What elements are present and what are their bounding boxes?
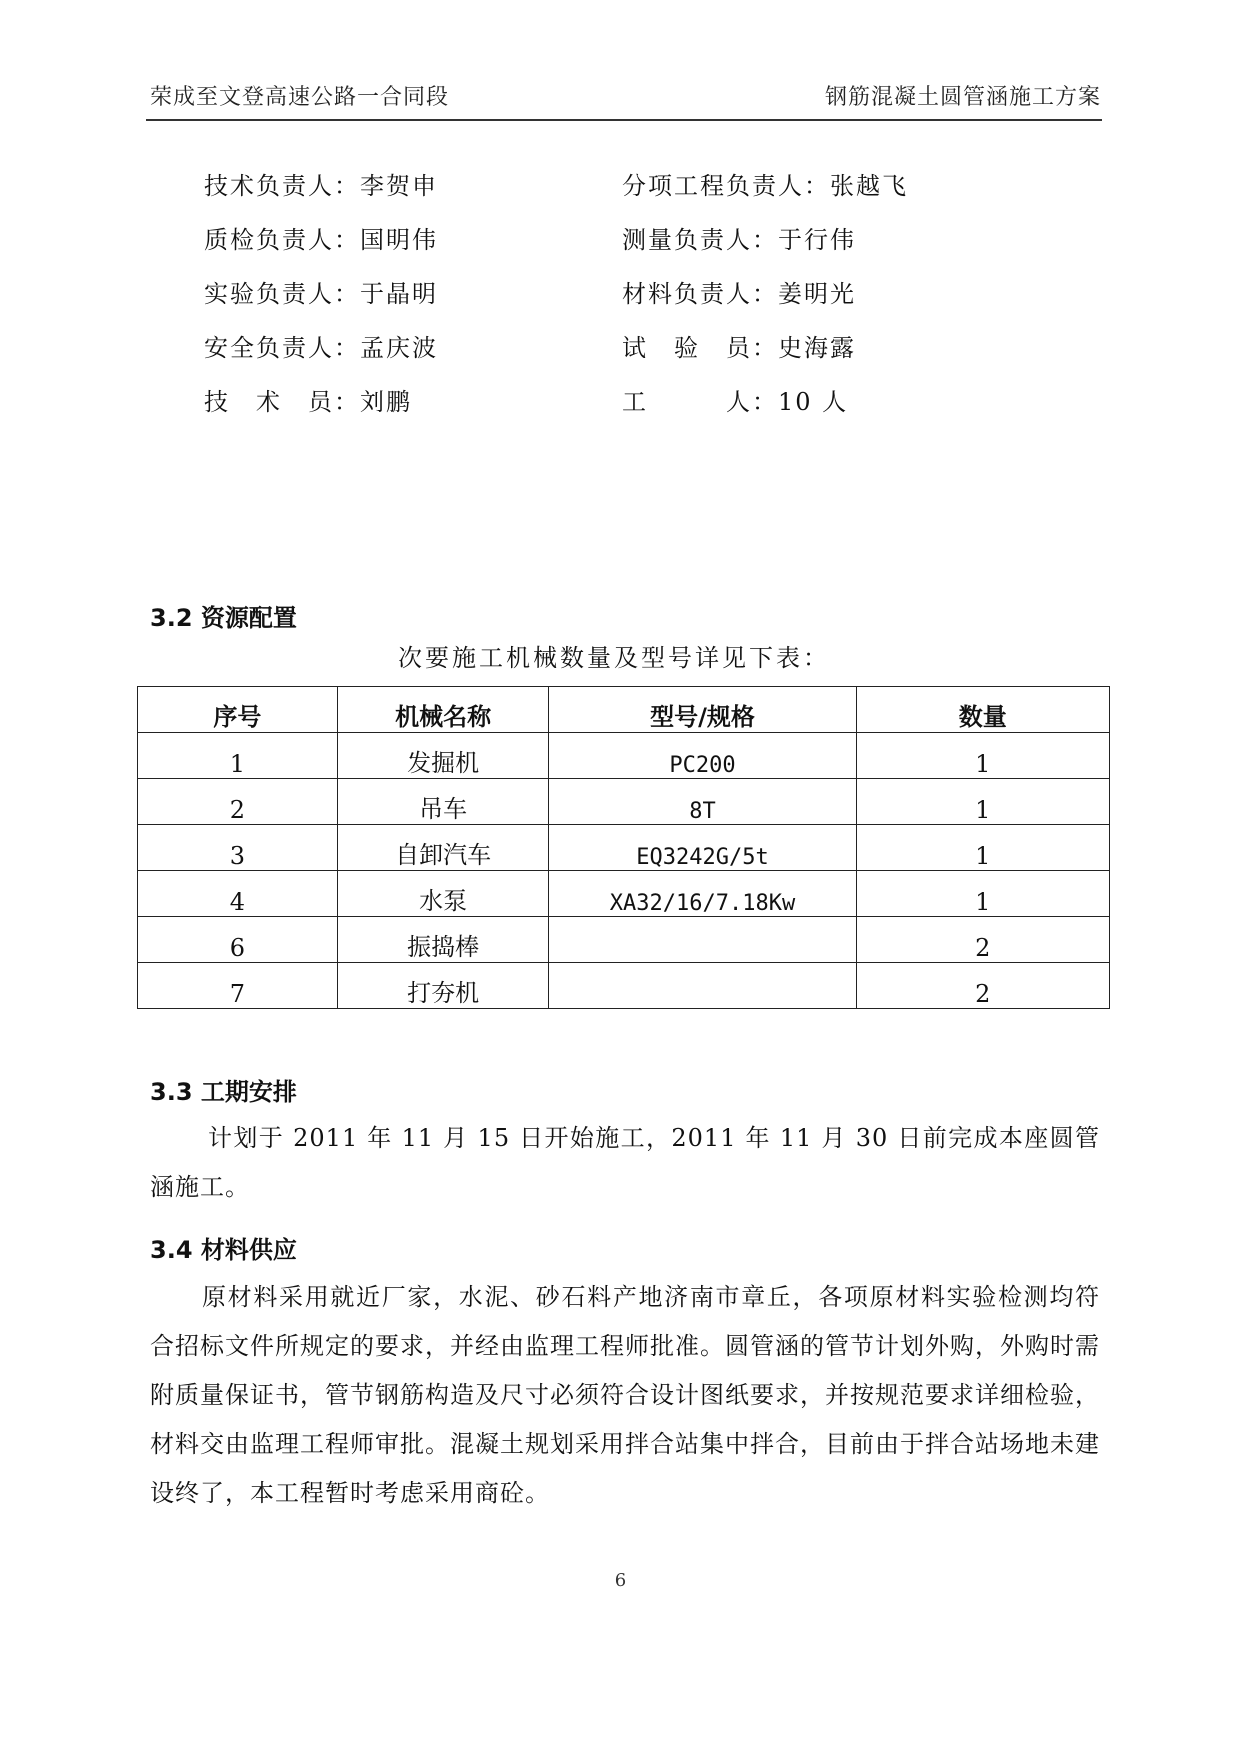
header-left-title: 荣成至文登高速公路一合同段 xyxy=(150,85,450,110)
cell-model: PC200 xyxy=(549,733,856,779)
section-3-2-title: 3.2 资源配置 xyxy=(150,604,297,632)
section-3-2-intro: 次要施工机械数量及型号详见下表： xyxy=(398,644,830,672)
col-header-number: 序号 xyxy=(138,687,338,733)
col-header-name: 机械名称 xyxy=(337,687,549,733)
cell-model xyxy=(549,917,856,963)
staff-workers: 工 人：10 人 xyxy=(622,388,849,416)
table-row xyxy=(138,779,1110,825)
staff-tester: 试 验 员：史海露 xyxy=(622,334,856,362)
col-header-quantity: 数量 xyxy=(856,687,1109,733)
cell-quantity: 1 xyxy=(856,733,1109,779)
cell-name: 打夯机 xyxy=(337,963,549,1009)
machine-table xyxy=(137,686,1110,1009)
page-number: 6 xyxy=(614,1570,627,1591)
table-row xyxy=(138,825,1110,871)
staff-subproject-lead: 分项工程负责人：张越飞 xyxy=(622,172,908,200)
cell-name: 自卸汽车 xyxy=(337,825,549,871)
header-right-title: 钢筋混凝土圆管涵施工方案 xyxy=(824,85,1101,110)
cell-name: 振捣棒 xyxy=(337,917,549,963)
cell-model: EQ3242G/5t xyxy=(549,825,856,871)
cell-number: 3 xyxy=(138,825,338,871)
section-3-4-title: 3.4 材料供应 xyxy=(150,1236,297,1264)
cell-number: 4 xyxy=(138,871,338,917)
cell-name: 吊车 xyxy=(337,779,549,825)
cell-name: 水泵 xyxy=(337,871,549,917)
section-3-4-paragraph: 原材料采用就近厂家，水泥、砂石料产地济南市章丘，各项原材料实验检测均符合招标文件所规定的要求，并经由监理工程师批准。圆管涵的管节计划外购，外购时需附质量保证书，管节钢筋构造及尺寸必须符合设计图纸要求，并按规范要求详细检验，材料交由监理工程师审批。混凝土规划采用拌合站集中拌合，目前由于拌合站场地未建设终了，本工程暂时考虑采用商砼。 xyxy=(150,1283,1100,1507)
cell-number: 1 xyxy=(138,733,338,779)
cell-quantity: 2 xyxy=(856,963,1109,1009)
staff-qc-lead: 质检负责人：国明伟 xyxy=(204,226,438,254)
cell-number: 2 xyxy=(138,779,338,825)
staff-technical-lead: 技术负责人：李贺申 xyxy=(204,172,438,200)
table-header-row xyxy=(138,687,1110,733)
staff-lab-lead: 实验负责人：于晶明 xyxy=(204,280,438,308)
table-row xyxy=(138,963,1110,1009)
section-3-3-title: 3.3 工期安排 xyxy=(150,1078,297,1106)
cell-quantity: 2 xyxy=(856,917,1109,963)
cell-name: 发掘机 xyxy=(337,733,549,779)
section-3-3-paragraph: 计划于 2011 年 11 月 15 日开始施工，2011 年 11 月 30 日前完成本座圆管涵施工。 xyxy=(150,1124,1100,1201)
table-row xyxy=(138,733,1110,779)
col-header-model: 型号/规格 xyxy=(549,687,856,733)
cell-model xyxy=(549,963,856,1009)
cell-number: 7 xyxy=(138,963,338,1009)
cell-number: 6 xyxy=(138,917,338,963)
header-divider xyxy=(146,119,1102,121)
table-row xyxy=(138,871,1110,917)
cell-quantity: 1 xyxy=(856,825,1109,871)
cell-quantity: 1 xyxy=(856,871,1109,917)
table-row xyxy=(138,917,1110,963)
staff-survey-lead: 测量负责人：于行伟 xyxy=(622,226,856,254)
cell-model: 8T xyxy=(549,779,856,825)
cell-quantity: 1 xyxy=(856,779,1109,825)
staff-material-lead: 材料负责人：姜明光 xyxy=(622,280,856,308)
cell-model: XA32/16/7.18Kw xyxy=(549,871,856,917)
staff-technician: 技 术 员：刘鹏 xyxy=(204,388,412,416)
staff-safety-lead: 安全负责人：孟庆波 xyxy=(204,334,438,362)
